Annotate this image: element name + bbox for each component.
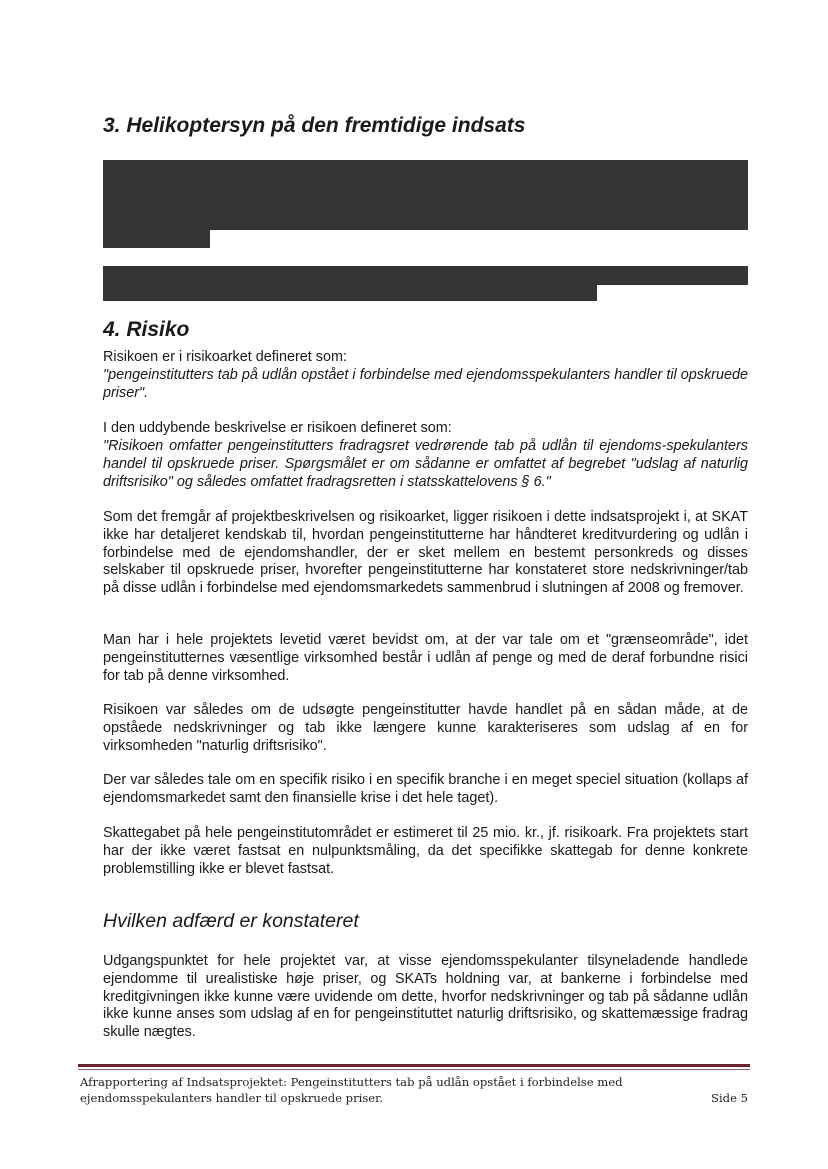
footer-rule-thin [78, 1069, 750, 1070]
footer-title-line-1: Afrapportering af Indsatsprojektet: Pengeinstitutters tab på udlån opstået i forbindelse med [80, 1075, 623, 1089]
redaction-block [103, 284, 597, 301]
section-4-heading: 4. Risiko [103, 318, 190, 341]
risk-detail-intro: I den uddybende beskrivelse er risikoen defineret som: [103, 420, 452, 436]
paragraph-starting-point: Udgangspunktet for hele projektet var, at visse ejendomsspekulanter tilsyneladende handlede ejendomme til urealistiske høje priser, og SKATs holdning var, at bankerne i forbindelse med kreditgivningen ikke kunne være uvidende om dette, hvorfor nedskrivninger og tab på sådanne udlån ikke kunne anses som udslag af en for pengeinstituttet naturlig driftsrisiko, og skattemæssige fradrag skulle nægtes. [103, 953, 748, 1041]
paragraph-specific-risk: Der var således tale om en specifik risiko i en specifik branche i en meget speciel situation (kollaps af ejendomsmarkedet samt den finansielle krise i det hele taget). [103, 772, 748, 806]
section-3-heading: 3. Helikoptersyn på den fremtidige indsats [103, 114, 526, 137]
paragraph-tax-gap: Skattegabet på hele pengeinstitutområdet er estimeret til 25 mio. kr., jf. risikoark. Fra projektets start har der ikke været fastsat en nulpunktsmåling, da det specifikke skattegab for denne konkrete problemstilling ikke er blevet fastsat. [103, 825, 748, 877]
footer-rule [78, 1064, 750, 1067]
paragraph-risk-scope: Som det fremgår af projektbeskrivelsen og risikoarket, ligger risikoen i dette indsatsprojekt i, at SKAT ikke har detaljeret kendskab til, hvordan pengeinstitutterne har håndteret kreditvurdering og udlån i forbindelse med de ejendomshandler, der er sket mellem en bestemt personkreds og disses selskaber til opskruede priser, hvorefter pengeinstitutterne har konstateret store nedskrivninger/tab på disse udlån i forbindelse med ejendomsmarkedets sammenbrud i slutningen af 2008 og fremover. [103, 509, 748, 597]
paragraph-risk-assessment: Risikoen var således om de udsøgte pengeinstitutter havde handlet på en sådan måde, at de opståede nedskrivninger og tab ikke længere kunne karakteriseres som udslag af en for virksomheden "naturlig driftsrisiko". [103, 702, 748, 754]
footer-title-line-2: ejendomsspekulanters handler til opskruede priser. [80, 1091, 384, 1105]
footer-title [80, 1074, 660, 1106]
redaction-block [103, 266, 748, 285]
redaction-block [103, 228, 210, 248]
risk-detail-quote: "Risikoen omfatter pengeinstitutters fradragsret vedrørende tab på udlån til ejendoms-spekulanters handel til opskruede priser. Spørgsmålet er om sådanne er omfattet af begrebet "udslag af naturlig driftsrisiko" og således omfattet fradragsretten i statsskattelovens § 6." [103, 438, 748, 490]
risk-definition-intro: Risikoen er i risikoarket defineret som: [103, 349, 347, 365]
subsection-heading: Hvilken adfærd er konstateret [103, 910, 359, 932]
paragraph-grey-area: Man har i hele projektets levetid været bevidst om, at der var tale om et "grænseområde", idet pengeinstitutternes væsentlige virksomhed består i udlån af penge og med de deraf forbundne risici for tab på denne virksomhed. [103, 632, 748, 684]
redaction-block [103, 160, 748, 230]
risk-definition-quote: "pengeinstitutters tab på udlån opstået i forbindelse med ejendomsspekulanters handler til opskruede priser". [103, 367, 748, 401]
page-number: Side 5 [711, 1091, 748, 1105]
